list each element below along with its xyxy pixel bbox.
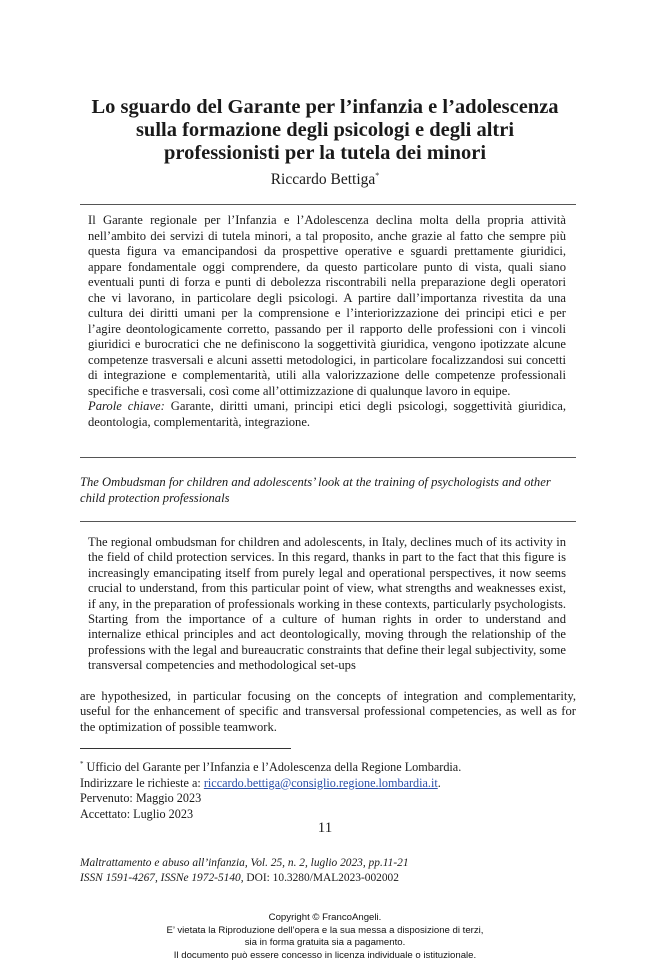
english-title-rule [80, 521, 576, 522]
footnote-received: Pervenuto: Maggio 2023 [80, 791, 202, 806]
page-number: 11 [317, 820, 333, 836]
copyright-notice [120, 912, 530, 962]
footnote-affiliation: * Ufficio del Garante per l’Infanzia e l’Adolescenza della Regione Lombardia. [80, 760, 462, 775]
abstract-italian-text: Il Garante regionale per l’Infanzia e l’Adolescenza declina molta della propria attività nell’ambito dei servizi di tutela minori, a tal proposito, anche grazie al fatto che sempre più questa figura va emancipandosi da prospettive operative e sguardi prettamente giuridici, appare fondamentale oggi comprendere, da questo particolare punto di vista, quali siano eventuali punti di forza e punti di debolezza riscontrabili nella preparazione degli operatori che vi lavorano, in particolare degli psicologi. A partire dall’importanza rivestita da una cultura dei diritti umani per la comprensione e l’interiorizzazione dei principi etici e per l’agire deontologicamente corretto, passando per il rapporto delle professioni con i vincoli giuridici e burocratici che ne definiscono la soggettività giuridica, vengono ipotizzate alcune competenze trasversali e alcuni assetti metodologici, in particolare focalizzandosi sui concetti di integrazione e complementarità, utili alla valorizzazione delle competenze professionali specifiche e trasversali, così come all’ottimizzazione di qualunque lavoro in equipe. [88, 213, 566, 398]
author-footnote-mark: * [375, 171, 380, 180]
abstract-bottom-rule [80, 457, 576, 458]
journal-reference: Maltrattamento e abuso all’infanzia, Vol. 25, n. 2, luglio 2023, pp.11-21 [80, 857, 409, 869]
journal-issn: ISSN 1591-4267, ISSNe 1972-5140, [80, 871, 244, 884]
journal-citation [80, 856, 580, 885]
footnote [80, 757, 580, 822]
title-line-2: sulla formazione degli psicologi e degli altri [135, 119, 515, 141]
english-title: The Ombudsman for children and adolescents’ look at the training of psychologists and other child protection professionals [80, 475, 551, 505]
footnote-contact: Indirizzare le richieste a: riccardo.bettiga@consiglio.regione.lombardia.it. [80, 775, 441, 790]
copyright-line-2: E’ vietata la Riproduzione dell’opera e la sua messa a disposizione di terzi, [166, 924, 484, 936]
footnote-mark: * [80, 760, 84, 768]
keywords-text: Garante, diritti umani, principi etici degli psicologi, soggettività giuridica, deontologia, complementarità, integrazione. [88, 399, 567, 429]
title-line-1: Lo sguardo del Garante per l’infanzia e l’adolescenza [91, 96, 559, 118]
author-line [40, 167, 610, 189]
footnote-accepted: Accettato: Luglio 2023 [80, 806, 194, 821]
footnote-separator [80, 748, 291, 749]
author-name: Riccardo Bettiga [270, 171, 376, 189]
journal-doi: DOI: 10.3280/MAL2023-002002 [243, 871, 399, 884]
article-title [40, 96, 610, 165]
copyright-line-1: Copyright © FrancoAngeli. [268, 912, 382, 923]
title-line-3: professionisti per la tutela dei minori [163, 142, 487, 164]
keywords-label: Parole chiave: [88, 399, 165, 413]
copyright-line-4: Il documento può essere concesso in licenza individuale o istituzionale. [173, 949, 477, 961]
abstract-top-rule [80, 204, 576, 205]
copyright-line-3: sia in forma gratuita sia a pagamento. [244, 937, 406, 949]
abstract-english-part-2: are hypothesized, in particular focusing on the concepts of integration and complementarity, useful for the enhancement of specific and transversal professional competencies, as well as for the optimization of possible teamwork. [80, 689, 576, 734]
abstract-italian [88, 213, 566, 430]
abstract-english-part-1: The regional ombudsman for children and adolescents, in Italy, declines much of its activity in the field of child protection services. In this regard, thanks in part to the fact that this figure is increasingly emancipating itself from purely legal and operational perspectives, it now seems crucial to understand, from this particular point of view, what strengths and weaknesses exist, if any, in the preparation of professionals working in these contexts, particularly psychologists. Starting from the importance of a culture of human rights in order to understand and internalize ethical principles and act deontologically, moving through the relationship of the professions with the legal and bureaucratic constraints that define their legal subjectivity, some transversal competencies and methodological set-ups [88, 535, 566, 673]
author-email-link[interactable]: riccardo.bettiga@consiglio.regione.lombardia.it [203, 775, 438, 790]
